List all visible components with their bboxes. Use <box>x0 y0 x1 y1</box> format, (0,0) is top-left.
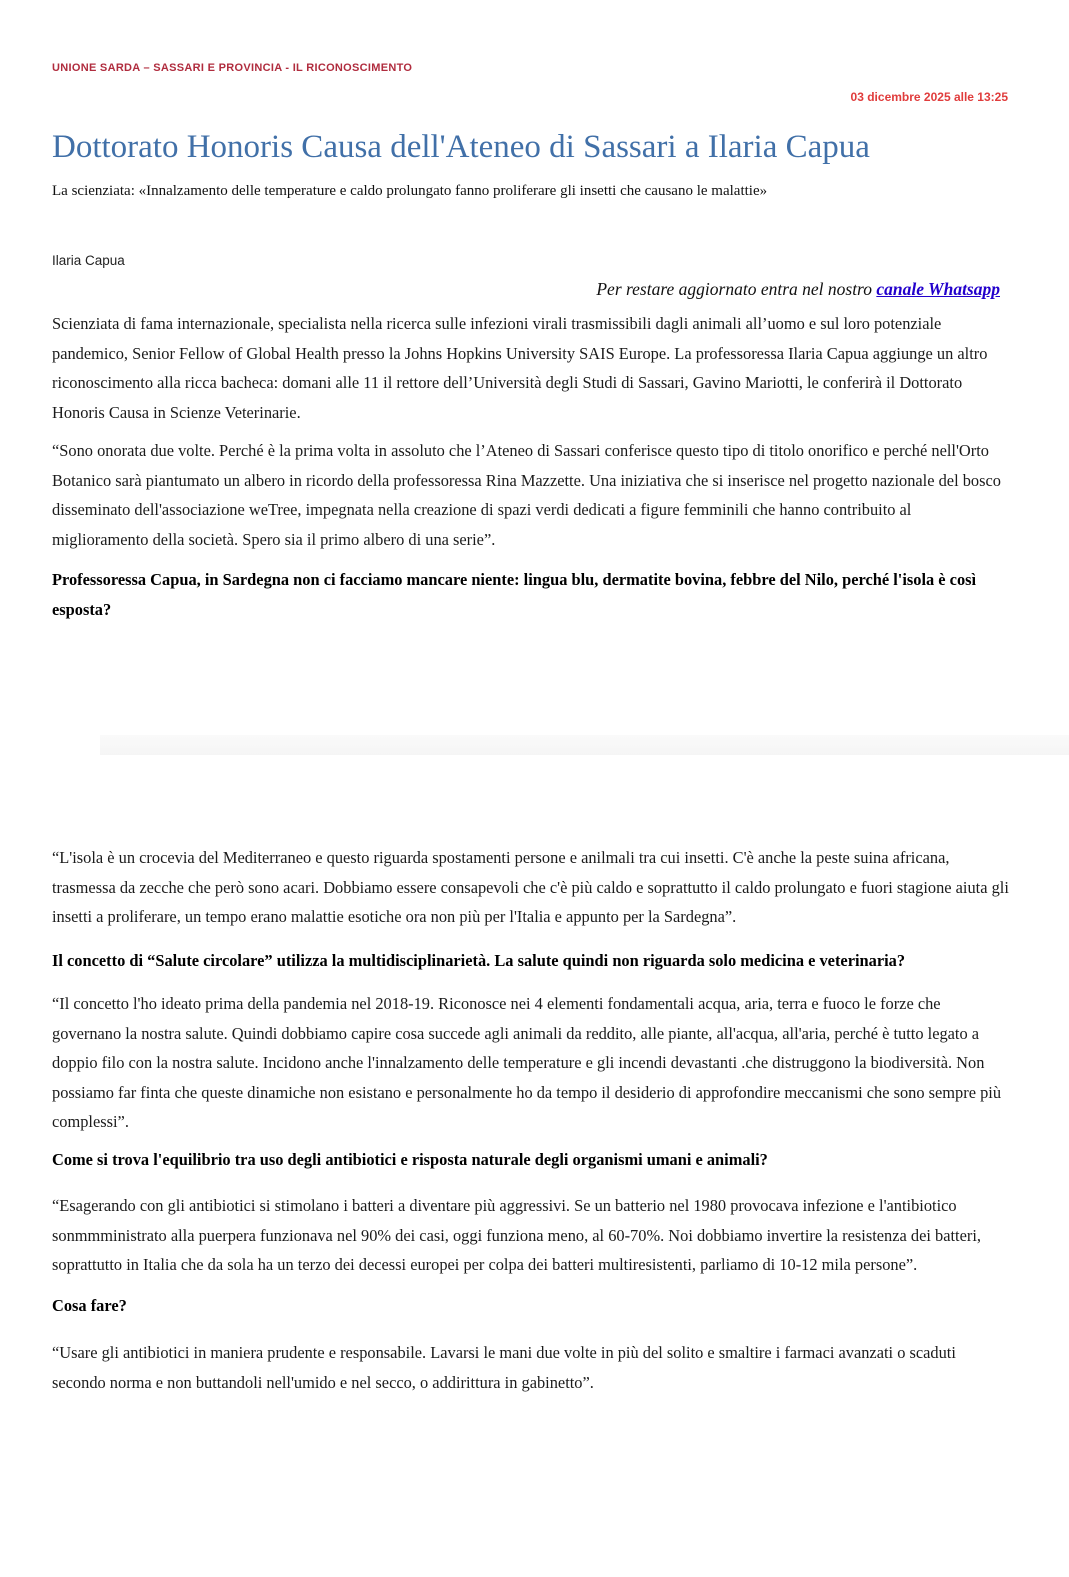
interview-question: Cosa fare? <box>52 1295 127 1315</box>
missing-image-gap <box>52 624 1010 843</box>
body-paragraph: “Esagerando con gli antibiotici si stimolano i batteri a diventare più aggressivi. Se un batterio nel 1980 provocava infezione e l'antibiotico sonmmministrato alla puerpera funzionava nel 90% dei casi, oggi funziona meno, al 60-70%. Noi dobbiamo invertire la resistenza dei batteri, soprattutto in Italia che da sola ha un terzo dei decessi europei per colpa dei batteri multiresistenti, parliamo di 10-12 mila persone”. <box>52 1196 981 1274</box>
photo-caption: Ilaria Capua <box>52 253 125 268</box>
article-title: Dottorato Honoris Causa dell'Ateneo di Sassari a Ilaria Capua <box>52 129 870 165</box>
body-paragraph: “L'isola è un crocevia del Mediterraneo e questo riguarda spostamenti persone e anilmali tra cui insetti. C'è anche la peste suina africana, trasmessa da zecche che però sono acari. Dobbiamo essere consapevoli che c'è più caldo e soprattutto il caldo prolungato e fuori stagione aiuta gli insetti a proliferare, un tempo erano malattie esotiche ora non più per l'Italia e appunto per la Sardegna”. <box>52 848 1009 926</box>
article-subtitle: La scienziata: «Innalzamento delle temperature e caldo prolungato fanno proliferare gli insetti che causano le malattie» <box>52 183 768 199</box>
body-paragraph: “Usare gli antibiotici in maniera prudente e responsabile. Lavarsi le mani due volte in più del solito e smaltire i farmaci avanzati o scaduti secondo norma e non buttandoli nell'umido e nel secco, o addirittura in gabinetto”. <box>52 1343 956 1392</box>
interview-question: Come si trova l'equilibrio tra uso degli antibiotici e risposta naturale degli organismi umani e animali? <box>52 1149 768 1169</box>
interview-question: Il concetto di “Salute circolare” utilizza la multidisciplinarietà. La salute quindi non riguarda solo medicina e veterinaria? <box>52 950 906 970</box>
whatsapp-cta <box>52 279 1010 300</box>
image-placeholder <box>100 735 1069 755</box>
body-paragraph: “Il concetto l'ho ideato prima della pandemia nel 2018-19. Riconosce nei 4 elementi fondamentali acqua, aria, terra e fuoco le forze che governano la nostra salute. Quindi dobbiamo capire cosa succede agli animali da reddito, alle piante, all'acqua, all'aria, perché è tutto legato a doppio filo con la nostra salute. Incidono anche l'innalzamento delle temperature e gli incendi devastanti .che distruggono la biodiversità. Non possiamo far finta che queste dinamiche non esistano e personalmente ho da tempo il desiderio di approfondire meccanismi che sono sempre più complessi”. <box>52 994 1002 1131</box>
body-paragraph: Scienziata di fama internazionale, specialista nella ricerca sulle infezioni virali trasmissibili dagli animali all’uomo e sul loro potenziale pandemico, Senior Fellow of Global Health presso la Johns Hopkins University SAIS Europe. La professoressa Ilaria Capua aggiunge un altro riconoscimento alla ricca bacheca: domani alle 11 il rettore dell’Università degli Studi di Sassari, Gavino Mariotti, le conferirà il Dottorato Honoris Causa in Scienze Veterinarie. <box>52 314 988 422</box>
whatsapp-cta-prefix: Per restare aggiornato entra nel nostro <box>596 279 877 299</box>
publication-timestamp: 03 dicembre 2025 alle 13:25 <box>850 90 1008 104</box>
whatsapp-channel-link[interactable]: canale Whatsapp <box>876 279 1000 299</box>
body-paragraph: “Sono onorata due volte. Perché è la prima volta in assoluto che l’Ateneo di Sassari conferisce questo tipo di titolo onorifico e perché nell'Orto Botanico sarà piantumato un albero in ricordo della professoressa Rina Mazzette. Una iniziativa che si inserisce nel progetto nazionale del bosco disseminato dell'associazione weTree, impegnata nella creazione di spazi verdi dedicati a figure femminili che hanno contribuito al miglioramento della società. Spero sia il primo albero di una serie”. <box>52 441 1001 549</box>
section-kicker: UNIONE SARDA – SASSARI E PROVINCIA - IL RICONOSCIMENTO <box>52 62 413 74</box>
interview-question: Professoressa Capua, in Sardegna non ci facciamo mancare niente: lingua blu, dermatite bovina, febbre del Nilo, perché l'isola è così esposta? <box>52 570 977 619</box>
